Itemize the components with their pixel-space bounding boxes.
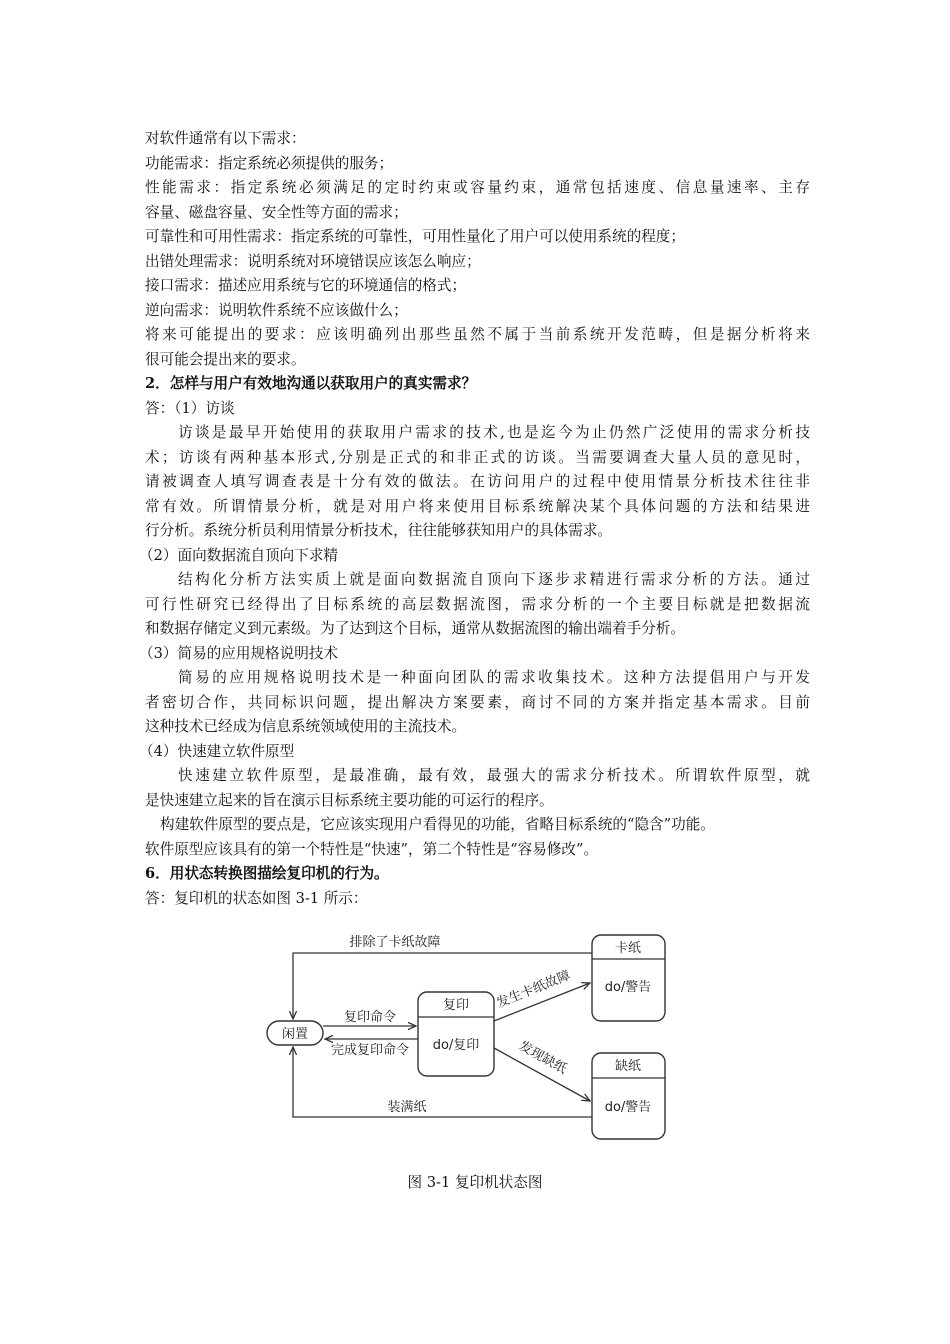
text-line: 将来可能提出的要求：应该明确列出那些虽然不属于当前系统开发范畴，但是据分析将来: [145, 326, 810, 343]
transition-copy-command: [323, 1009, 416, 1026]
text-line: 构建软件原型的要点是，它应该实现用户看得见的功能，省略目标系统的“隐含”功能。: [160, 816, 715, 833]
text-line: 可行性研究已经得出了目标系统的高层数据流图，需求分析的一个主要目标就是把数据流: [145, 595, 810, 613]
text-line: 性能需求：指定系统必须满足的定时约束或容量约束，通常包括速度、信息量速率、主存: [145, 179, 810, 196]
state-diagram-svg: [255, 925, 680, 1145]
text-line: 答：复印机的状态如图 3-1 所示：: [145, 889, 368, 907]
text-line: 可靠性和可用性需求：指定系统的可靠性，可用性量化了用户可以使用系统的程度；: [145, 228, 685, 245]
text-line: 这种技术已经成为信息系统领域使用的主流技术。: [145, 718, 467, 735]
transition-jam-occurs: [494, 967, 590, 1021]
text-line: 出错处理需求：说明系统对环境错误应该怎么响应；: [145, 252, 481, 270]
transition-paper-out: [494, 1038, 590, 1101]
transition-copy-done: [325, 1039, 418, 1058]
transition-jam-occurs-label: 发生卡纸故障: [494, 968, 573, 1012]
transition-copy-done-label: 完成复印命令: [330, 1043, 410, 1058]
text-line: （2）面向数据流自顶向下求精: [139, 546, 339, 564]
state-copying-label: 复印: [442, 998, 470, 1013]
text-line: 快速建立软件原型，是最准确，最有效，最强大的需求分析技术。所谓软件原型，就: [178, 767, 810, 784]
text-line: 和数据存储定义到元素级。为了达到这个目标，通常从数据流图的输出端着手分析。: [145, 620, 685, 637]
text-line: 软件原型应该具有的第一个特性是“快速”，第二个特性是“容易修改”。: [145, 840, 599, 858]
text-line: 容量、磁盘容量、安全性等方面的需求；: [145, 203, 408, 221]
state-jam-action: do/警告: [604, 980, 652, 995]
state-out-of-paper-label: 缺纸: [614, 1059, 642, 1074]
text-line: 对软件通常有以下需求：: [145, 130, 306, 147]
text-line: （4）快速建立软件原型: [139, 742, 295, 760]
figure-caption: 图 3-1 复印机状态图: [407, 1174, 543, 1191]
copier-state-diagram: [255, 925, 680, 1145]
transition-clear-jam-label: 排除了卡纸故障: [349, 935, 441, 950]
text-line: 功能需求：指定系统必须提供的服务；: [145, 154, 394, 172]
transition-paper-out-label: 发现缺纸: [516, 1038, 570, 1078]
question-heading: 6．用状态转换图描绘复印机的行为。: [145, 865, 389, 882]
text-line: 结构化分析方法实质上就是面向数据流自顶向下逐步求精进行需求分析的方法。通过: [178, 571, 810, 588]
text-line: 访谈是最早开始使用的获取用户需求的技术,也是迄今为止仍然广泛使用的需求分析技: [178, 424, 810, 441]
text-line: 请被调查人填写调查表是十分有效的做法。在访问用户的过程中使用情景分析技术往往非: [145, 473, 810, 490]
text-line: 是快速建立起来的旨在演示目标系统主要功能的可运行的程序。: [145, 791, 554, 809]
state-copying-action: do/复印: [432, 1038, 480, 1053]
state-idle: [267, 1021, 323, 1045]
text-line: 者密切合作，共同标识问题，提出解决方案要素，商讨不同的方案并指定基本需求。目前: [145, 693, 810, 711]
state-out-of-paper: [592, 1053, 665, 1139]
text-line: 很可能会提出来的要求。: [145, 350, 306, 368]
state-out-of-paper-action: do/警告: [604, 1100, 652, 1115]
text-line: 逆向需求：说明软件系统不应该做什么；: [145, 301, 408, 319]
state-idle-label: 闲置: [281, 1027, 309, 1042]
text-line: （3）简易的应用规格说明技术: [139, 644, 339, 662]
transition-copy-command-label: 复印命令: [343, 1010, 397, 1025]
text-line: 接口需求：描述应用系统与它的环境通信的格式；: [145, 277, 467, 294]
question-heading: 2．怎样与用户有效地沟通以获取用户的真实需求？: [145, 375, 477, 392]
state-jam-label: 卡纸: [614, 941, 642, 956]
state-copying: [418, 992, 494, 1076]
text-line: 行分析。系统分析员利用情景分析技术，往往能够获知用户的具体需求。: [145, 522, 613, 539]
state-jam: [592, 935, 665, 1021]
text-line: 答：（1）访谈: [145, 399, 235, 417]
transition-load-paper-label: 装满纸: [387, 1100, 427, 1115]
text-line: 术；访谈有两种基本形式,分别是正式的和非正式的访谈。当需要调查大量人员的意见时，: [145, 448, 810, 466]
text-line: 常有效。所谓情景分析，就是对用户将来使用目标系统解决某个具体问题的方法和结果进: [145, 497, 810, 515]
text-line: 简易的应用规格说明技术是一种面向团队的需求收集技术。这种方法提倡用户与开发: [178, 669, 810, 686]
document-body: [139, 127, 810, 911]
